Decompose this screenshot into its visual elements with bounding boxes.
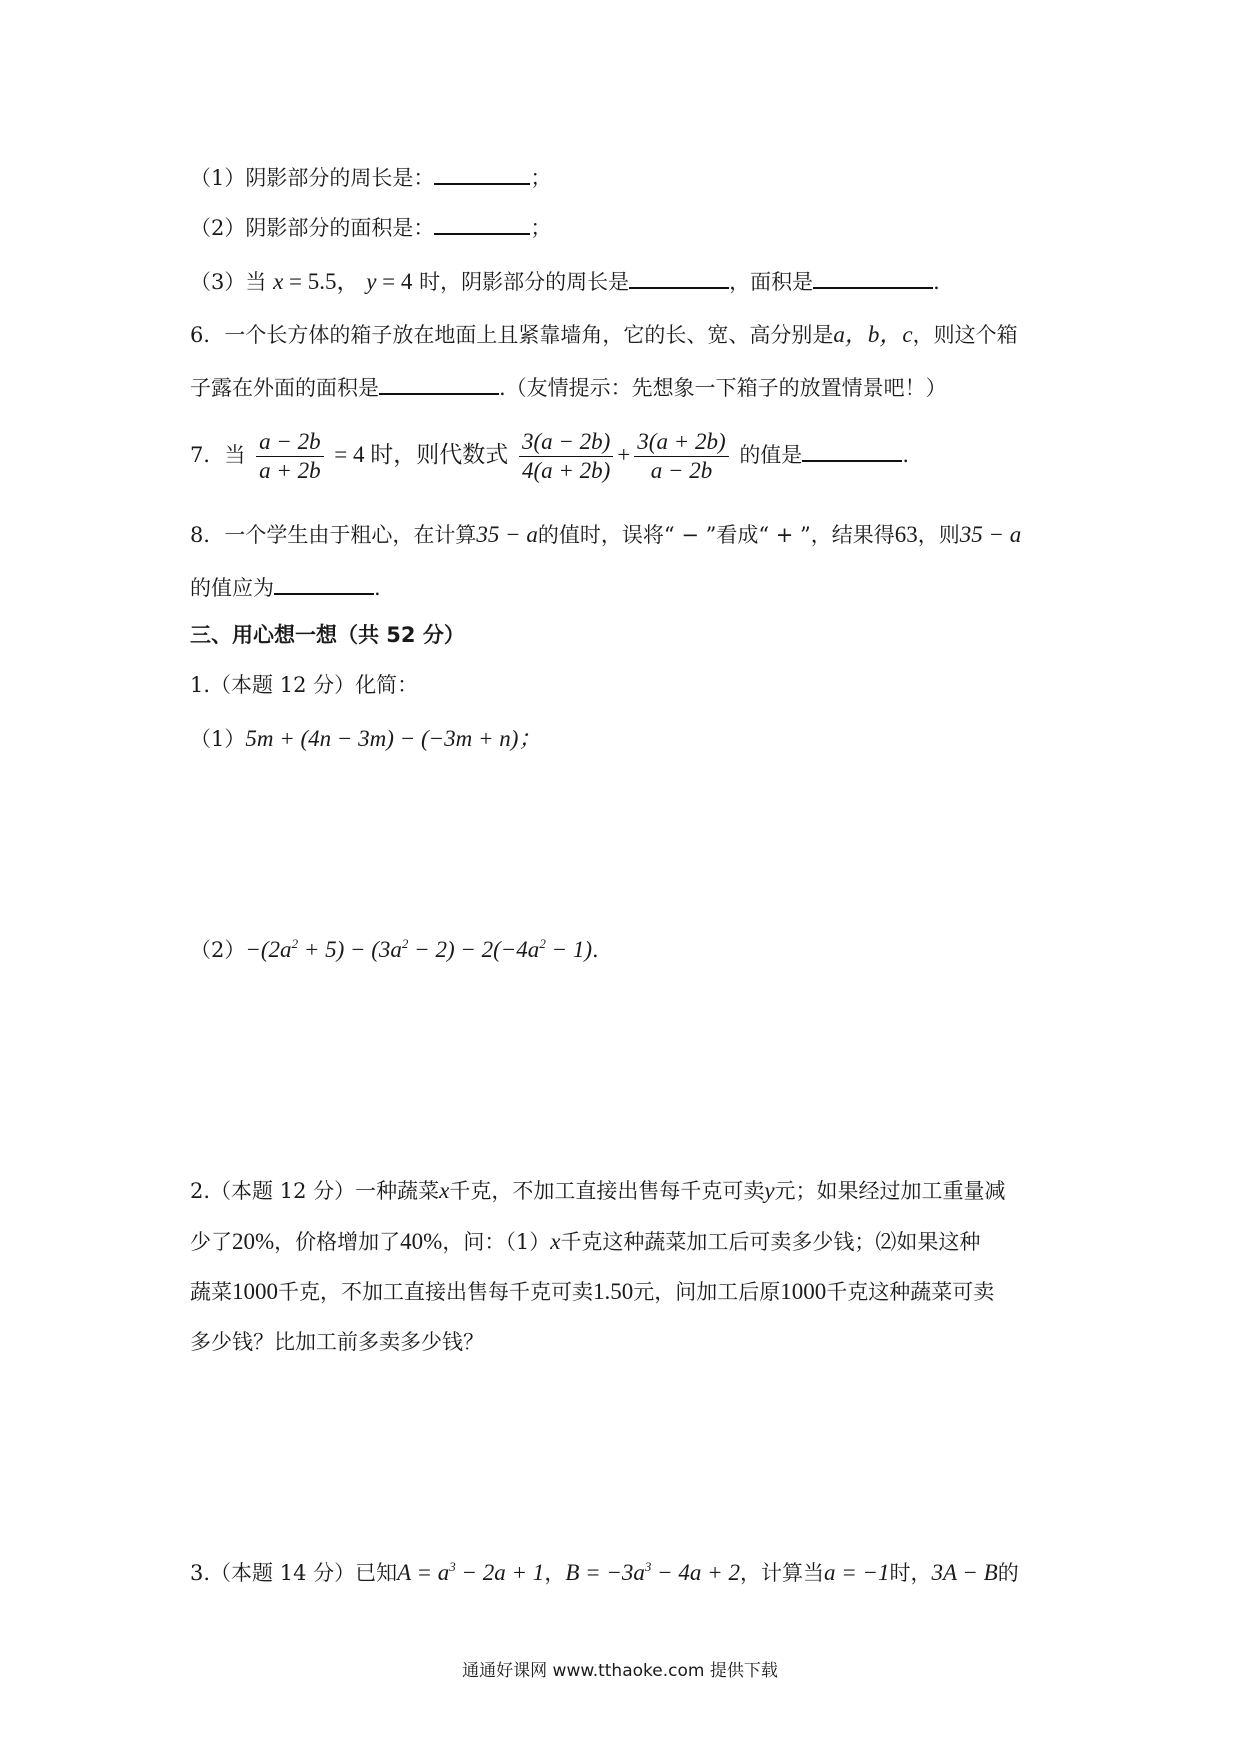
math-part: − 4a + 2 [651, 1560, 740, 1585]
math-number: 1000 [232, 1279, 278, 1304]
problem2-line3 [190, 1277, 994, 1307]
math-number: 63 [894, 522, 918, 547]
p3-text: 时， [889, 1561, 932, 1585]
math-number: 1.50 [593, 1279, 634, 1304]
q6-line1 [190, 320, 1018, 350]
answer-blank[interactable] [629, 265, 729, 289]
math-part: B = −3a [565, 1560, 645, 1585]
math-part: − 1) [545, 937, 592, 962]
math-part: A = a [397, 1560, 450, 1585]
punct: . [902, 443, 909, 467]
exponent: 3 [449, 1559, 456, 1574]
q5-part2-text: （2）阴影部分的面积是： [190, 216, 435, 240]
math-part: −(2a [245, 937, 292, 962]
q5-part1-text: （1）阴影部分的周长是： [190, 166, 435, 190]
answer-blank[interactable] [434, 211, 530, 235]
math-expr [397, 1560, 544, 1585]
answer-blank[interactable] [274, 571, 374, 595]
answer-blank[interactable] [802, 438, 902, 462]
p2-text: 千克这种蔬菜加工后可卖多少钱；⑵如果这种 [560, 1230, 981, 1254]
math-expr [245, 937, 592, 962]
math-expr: = 4 [376, 269, 413, 294]
punct: . [933, 270, 940, 294]
punct: . [374, 576, 381, 600]
punct: . [592, 938, 599, 962]
math-expr [565, 1560, 740, 1585]
numerator: a − 2b [256, 428, 324, 457]
math-expr: 35 − a [959, 522, 1022, 547]
math-number: 1000 [780, 1279, 827, 1304]
numerator: 3(a + 2b) [634, 428, 728, 457]
fraction [519, 428, 613, 485]
problem2-line1 [190, 1176, 1006, 1206]
q8-text: 的值应为 [190, 576, 274, 600]
q7-text: 7．当 [190, 443, 246, 467]
q7-text: 的值是 [739, 443, 803, 467]
math-expr: 35 − a [476, 522, 538, 547]
section-heading: 三、用心想一想（共 52 分） [190, 623, 465, 647]
q6-text: 子露在外面的面积是 [190, 376, 379, 400]
denominator: 4(a + 2b) [521, 458, 611, 483]
part-label: （2） [190, 938, 246, 962]
p2-text: 千克这种蔬菜可卖 [826, 1280, 995, 1304]
p2-text: ，问：（1） [442, 1230, 551, 1254]
numerator: 3(a − 2b) [519, 428, 613, 457]
answer-blank[interactable] [379, 371, 499, 395]
q5-part3-text: （3）当 [190, 270, 267, 294]
q8-text: 8．一个学生由于粗心，在计算 [190, 523, 477, 547]
p3-text: ，计算当 [739, 1561, 824, 1585]
p3-text: 3.（本题 14 分）已知 [190, 1561, 398, 1585]
problem1-part2 [190, 929, 599, 965]
q5-part2 [190, 211, 551, 243]
q5-part3-text: ，面积是 [729, 270, 814, 294]
p2-text: 千克，不加工直接出售每千克可卖 [449, 1179, 765, 1203]
math-part: + 5) − (3a [298, 937, 402, 962]
punct: ； [530, 216, 552, 240]
math-expr: = 5.5， [283, 269, 360, 294]
answer-blank[interactable] [434, 161, 530, 185]
p2-text: 元；如果经过加工重量减 [774, 1179, 1006, 1203]
problem1-part1 [190, 724, 541, 754]
math-var: x [550, 1229, 561, 1254]
plus-sign: + [617, 442, 631, 467]
math-vars: a，b，c [833, 322, 913, 347]
q8-line1 [190, 520, 1021, 550]
math-part: − 2) − 2(−4a [408, 937, 540, 962]
q8-text: ，则 [917, 523, 960, 547]
math-var: x [439, 1178, 450, 1203]
problem2-line4: 多少钱？比加工前多卖多少钱？ [190, 1330, 484, 1354]
part-label: （1） [190, 727, 246, 751]
fraction [634, 428, 728, 485]
page-footer: 通通好课网 www.tthaoke.com 提供下载 [462, 1661, 778, 1681]
q5-part1 [190, 161, 551, 193]
math-var: y [764, 1178, 775, 1203]
p2-text: ，价格增加了 [274, 1230, 401, 1254]
q8-line2 [190, 571, 381, 603]
p3-text: 的 [997, 1561, 1019, 1585]
problem3-line1 [190, 1552, 1019, 1588]
answer-blank[interactable] [813, 265, 933, 289]
denominator: a + 2b [259, 458, 321, 483]
math-expr: a = −1 [823, 1560, 890, 1585]
math-number: 40% [400, 1229, 443, 1254]
q6-line2 [190, 371, 947, 403]
math-part: − 2a + 1 [455, 1560, 545, 1585]
p2-text: 千克，不加工直接出售每千克可卖 [278, 1280, 593, 1304]
p2-text: 少了 [190, 1230, 232, 1254]
math-expr: 5m + (4n − 3m) − (−3m + n)； [245, 726, 542, 751]
exponent: 3 [644, 1559, 652, 1574]
p2-text: 2.（本题 12 分）一种蔬菜 [190, 1179, 440, 1203]
p2-text: 蔬菜 [190, 1280, 232, 1304]
q5-part3-text: 时，阴影部分的周长是 [419, 270, 630, 294]
math-expr: 3A − B [931, 1560, 998, 1585]
math-var: x [273, 269, 284, 294]
p2-text: 元，问加工后原 [633, 1280, 781, 1304]
denominator: a − 2b [650, 458, 713, 483]
q6-text: .（友情提示：先想象一下箱子的放置情景吧！） [499, 376, 947, 400]
q6-text: ，则这个箱 [912, 323, 1018, 347]
problem1-title: 1.（本题 12 分）化简： [190, 673, 419, 697]
q6-text: 6．一个长方体的箱子放在地面上且紧靠墙角，它的长、宽、高分别是 [190, 323, 834, 347]
exponent: 2 [401, 936, 409, 951]
problem2-line2 [190, 1227, 980, 1257]
q7-text: = 4 时，则代数式 [334, 442, 509, 467]
math-number: 20% [232, 1229, 275, 1254]
punct: ； [530, 166, 552, 190]
q8-text: 的值时，误将“ − ”看成“ + ”，结果得 [537, 523, 895, 547]
exponent: 2 [539, 936, 546, 951]
punct: ， [544, 1561, 566, 1585]
fraction [256, 428, 324, 485]
exponent: 2 [291, 936, 299, 951]
q5-part3 [190, 265, 940, 297]
q7 [190, 425, 909, 485]
math-var: y [366, 269, 377, 294]
